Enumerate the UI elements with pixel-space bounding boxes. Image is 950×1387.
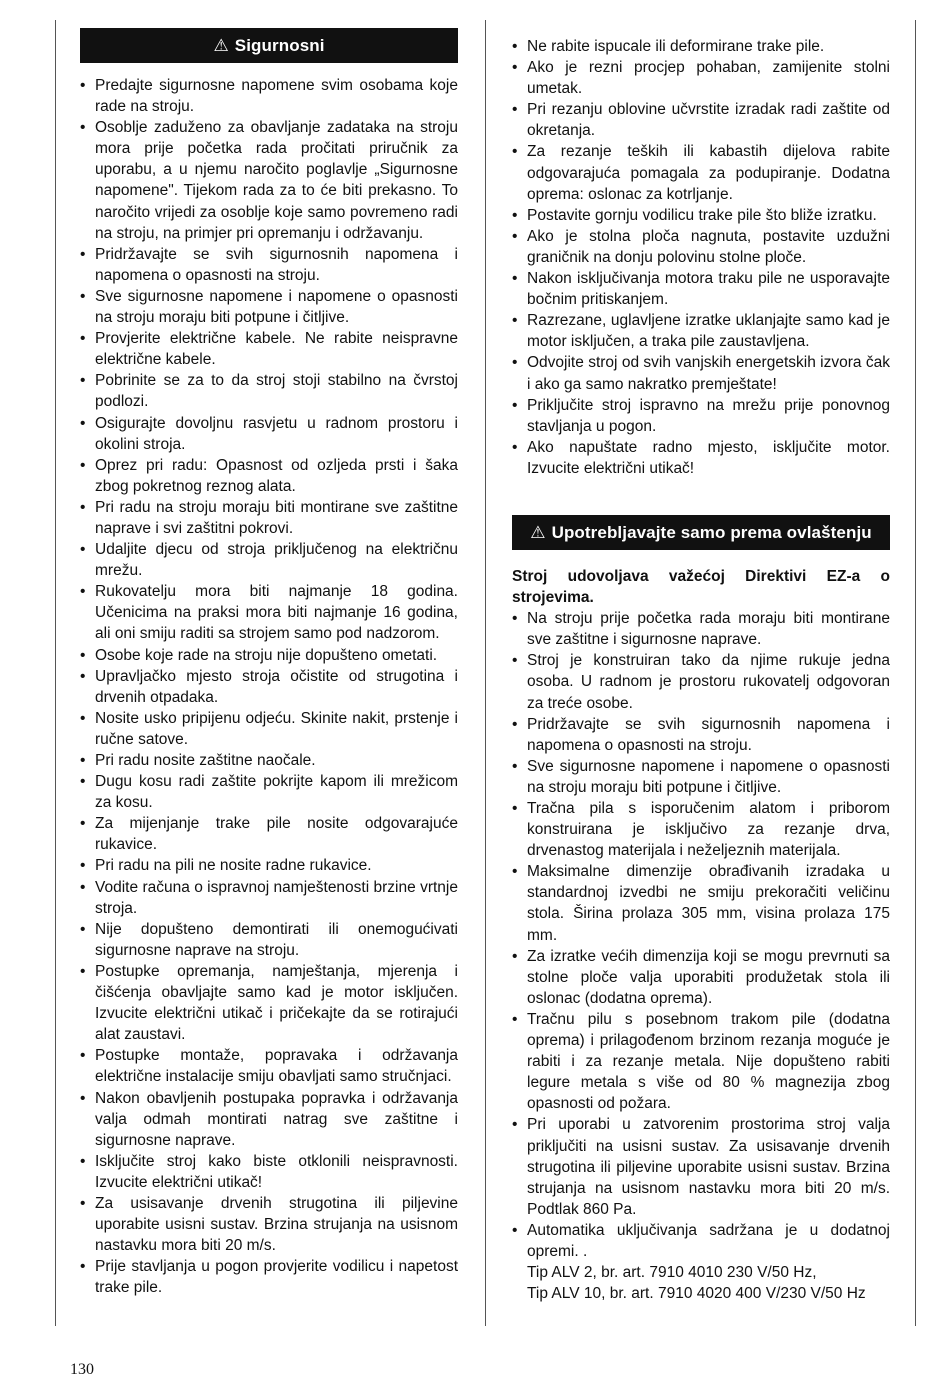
list-item: • Pri rezanju oblovine učvrstite izradak radi zaštite od okretanja.: [512, 99, 890, 141]
list-item: • Ako je rezni procjep pohaban, zamijenite stolni umetak.: [512, 57, 890, 99]
model-line: Tip ALV 10, br. art. 7910 4020 400 V/230 V/50 Hz: [527, 1285, 866, 1303]
list-item: • Dugu kosu radi zaštite pokrijte kapom ili mrežicom za kosu.: [80, 771, 458, 813]
safety-list-continued: [512, 36, 890, 479]
safety-banner-title: Sigurnosni: [234, 36, 325, 55]
list-item: • Tračna pila s isporučenim alatom i priborom konstruirana je isključivo za rezanje drva, drvenastog materijala i neželjeznih materijala.: [512, 798, 890, 861]
list-item: • Pri radu na pili ne nosite radne rukavice.: [80, 855, 458, 876]
right-margin-rule: [915, 20, 916, 1326]
right-column: [512, 36, 890, 1304]
list-item: • Stroj je konstruiran tako da njime rukuje jedna osoba. U radnom je prostoru rukovatelj odgovoran za treće osobe.: [512, 650, 890, 713]
warning-triangle-icon: ⚠: [213, 36, 229, 55]
list-item: • Ako napuštate radno mjesto, isključite motor. Izvucite električni utikač!: [512, 437, 890, 479]
directive-intro: Stroj udovoljava važećoj Direktivi EZ-a o strojevima.: [512, 567, 890, 607]
list-item: • Pobrinite se za to da stroj stoji stabilno na čvrstoj podlozi.: [80, 370, 458, 412]
suction-unit-models: [512, 1262, 890, 1304]
list-item: • Sve sigurnosne napomene i napomene o opasnosti na stroju moraju biti potpune i čitljive.: [512, 756, 890, 798]
list-item: • Osobe koje rade na stroju nije dopušteno ometati.: [80, 645, 458, 666]
list-item: • Za usisavanje drvenih strugotina ili piljevine uporabite usisni sustav. Brzina strujanja na usisnom nastavku mora biti 20 m/s.: [80, 1193, 458, 1256]
list-item: • Postupke opremanja, namještanja, mjerenja i čišćenja obavljajte samo kad je motor isključen. Izvucite električni utikač i pričekajte da se rotirajući alat zaustavi.: [80, 961, 458, 1045]
list-item: • Ako je stolna ploča nagnuta, postavite uzdužni graničnik na donju polovinu stolne ploče.: [512, 226, 890, 268]
authorized-use-banner: [512, 515, 890, 550]
list-item: • Vodite računa o ispravnoj namještenosti brzine vrtnje stroja.: [80, 877, 458, 919]
list-item: • Provjerite električne kabele. Ne rabite neispravne električne kabele.: [80, 328, 458, 370]
warning-triangle-icon: ⚠: [530, 522, 546, 542]
list-item: • Postupke montaže, popravaka i održavanja električne instalacije smiju obavljati samo stručnjaci.: [80, 1045, 458, 1087]
list-item: • Osoblje zaduženo za obavljanje zadataka na stroju mora prije početka rada pročitati priručnik za uporabu, a u njemu naročito poglavlje „Sigurnosne napomene". Tijekom rada za to će biti prekasno. To naročito vrijedi za osoblje koje samo povremeno radi na stroju, na primjer pri opremanju i održavanju.: [80, 117, 458, 244]
list-item: • Isključite stroj kako biste otklonili neispravnosti. Izvucite električni utikač!: [80, 1151, 458, 1193]
list-item: • Za mijenjanje trake pile nosite odgovarajuće rukavice.: [80, 813, 458, 855]
list-item: • Za rezanje teških ili kabastih dijelova rabite odgovarajuća pomagala za podupiranje. Dodatna oprema: oslonac za kotrljanje.: [512, 141, 890, 204]
list-item: • Razrezane, uglavljene izratke uklanjajte samo kad je motor isključen, a traka pile zaustavljena.: [512, 310, 890, 352]
left-margin-rule: [55, 20, 56, 1326]
list-item: • Maksimalne dimenzije obrađivanih izradaka u standardnoj izvedbi ne smiju prekoračiti veličinu stola. Širina prolaza 305 mm, visina prolaza 175 mm.: [512, 861, 890, 945]
safety-banner: [80, 28, 458, 63]
list-item: • Tračnu pilu s posebnom trakom pile (dodatna oprema) i prilagođenom brzinom rezanja moguće je rabiti i za rezanje metala. Nije dopušteno rabiti legure metala s više od 80 % magnezija zbog opasnosti od požara.: [512, 1009, 890, 1114]
list-item: • Pridržavajte se svih sigurnosnih napomena i napomena o opasnosti na stroju.: [512, 714, 890, 756]
list-item: • Rukovatelju mora biti najmanje 18 godina. Učenicima na praksi mora biti najmanje 16 godina, ali oni smiju raditi sa strojem samo pod nadzorom.: [80, 581, 458, 644]
list-item: • Prije stavljanja u pogon provjerite vodilicu i napetost trake pile.: [80, 1256, 458, 1298]
list-item: • Ne rabite ispucale ili deformirane trake pile.: [512, 36, 890, 57]
list-item: • Nosite usko pripijenu odjeću. Skinite nakit, prstenje i ručne satove.: [80, 708, 458, 750]
list-item: • Pri radu nosite zaštitne naočale.: [80, 750, 458, 771]
list-item: • Nije dopušteno demontirati ili onemogućivati sigurnosne naprave na stroju.: [80, 919, 458, 961]
authorized-use-banner-title: Upotrebljavajte samo prema ovlaštenju: [551, 522, 872, 542]
authorized-use-list: [512, 608, 890, 1262]
list-item: • Udaljite djecu od stroja priključenog na električnu mrežu.: [80, 539, 458, 581]
list-item: • Odvojite stroj od svih vanjskih energetskih izvora čak i ako ga samo nakratko premještate!: [512, 352, 890, 394]
list-item: • Pridržavajte se svih sigurnosnih napomena i napomena o opasnosti na stroju.: [80, 244, 458, 286]
left-column: [80, 28, 458, 1298]
list-item: • Sve sigurnosne napomene i napomene o opasnosti na stroju moraju biti potpune i čitljive.: [80, 286, 458, 328]
list-item: • Na stroju prije početka rada moraju biti montirane sve zaštitne i sigurnosne naprave.: [512, 608, 890, 650]
list-item: • Osigurajte dovoljnu rasvjetu u radnom prostoru i okolini stroja.: [80, 413, 458, 455]
list-item: • Automatika uključivanja sadržana je u dodatnoj opremi. .: [512, 1220, 890, 1262]
list-item: • Za izratke većih dimenzija koji se mogu prevrnuti sa stolne ploče valja uporabiti produžetak stola ili oslonac (dodatna oprema).: [512, 946, 890, 1009]
list-item: • Nakon obavljenih postupaka popravka i održavanja valja odmah montirati natrag sve zaštitne i sigurnosne naprave.: [80, 1088, 458, 1151]
model-line: Tip ALV 2, br. art. 7910 4010 230 V/50 Hz,: [527, 1264, 817, 1282]
safety-list: [80, 75, 458, 1298]
list-item: • Nakon isključivanja motora traku pile ne usporavajte bočnim pritiskanjem.: [512, 268, 890, 310]
list-item: • Postavite gornju vodilicu trake pile što bliže izratku.: [512, 205, 890, 226]
list-item: • Oprez pri radu: Opasnost od ozljeda prsti i šaka zbog pokretnog reznog alata.: [80, 455, 458, 497]
list-item: • Priključite stroj ispravno na mrežu prije ponovnog stavljanja u pogon.: [512, 395, 890, 437]
list-item: • Predajte sigurnosne napomene svim osobama koje rade na stroju.: [80, 75, 458, 117]
list-item: • Upravljačko mjesto stroja očistite od strugotina i drvenih otpadaka.: [80, 666, 458, 708]
list-item: • Pri uporabi u zatvorenim prostorima stroj valja priključiti na usisni sustav. Za usisavanje drvenih strugotina ili piljevine uporabite usisni sustav. Brzina strujanja na usisnom nastavku mora biti 20 m/s. Podtlak 860 Pa.: [512, 1114, 890, 1219]
page-number: 130: [70, 1361, 94, 1378]
list-item: • Pri radu na stroju moraju biti montirane sve zaštitne naprave i svi zaštitni pokrovi.: [80, 497, 458, 539]
column-divider-rule: [485, 20, 486, 1326]
